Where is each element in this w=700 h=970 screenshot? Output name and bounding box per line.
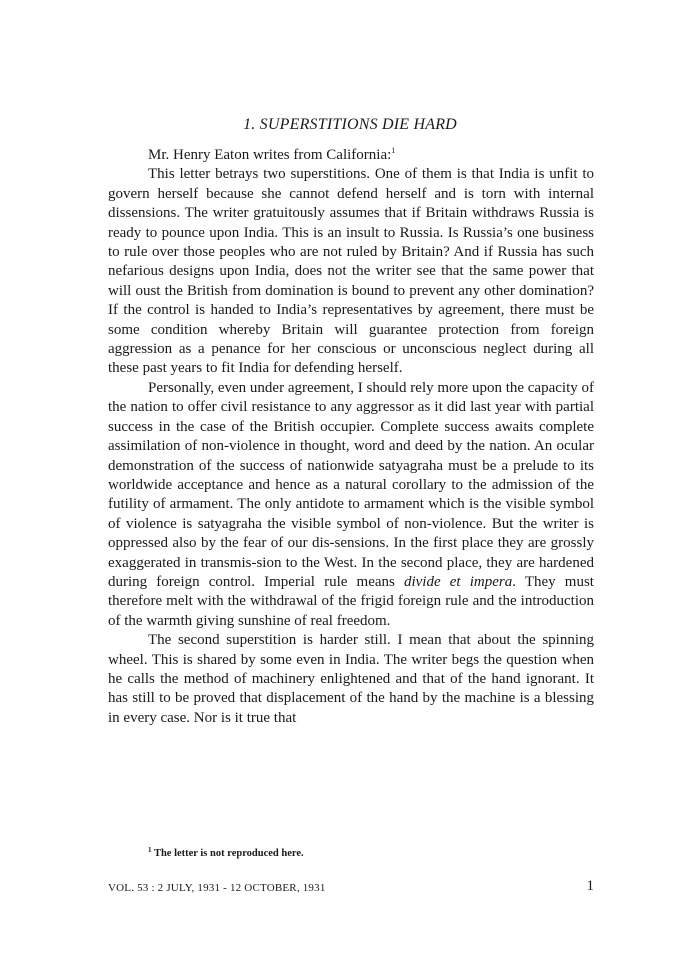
running-footer: VOL. 53 : 2 JULY, 1931 - 12 OCTOBER, 1931	[108, 882, 326, 894]
intro-line	[108, 146, 594, 165]
footnote-text: The letter is not reproduced here.	[153, 848, 304, 859]
paragraph-2-part-b: . They must therefore melt with the withdrawal of the frigid foreign rule and the introduction of the warmth giving sunshine of real freedom.	[108, 573, 594, 629]
page-title: 1. SUPERSTITIONS DIE HARD	[243, 116, 457, 133]
footnote-marker: 1	[148, 846, 152, 854]
footnote-reference: 1	[391, 146, 396, 155]
page-number: 1	[586, 878, 594, 894]
paragraph-3: The second superstition is harder still. I mean that about the spinning wheel. This is shared by some even in India. The writer begs the question when he calls the method of machinery enlightened and that of the hand ignorant. It has still to be proved that displacement of the hand by the machine is a blessing in every case. Nor is it true that	[108, 632, 594, 726]
footnote	[148, 848, 304, 859]
latin-phrase: divide et impera	[403, 573, 513, 590]
paragraph-1: This letter betrays two superstitions. One of them is that India is unfit to govern herself because she cannot defend herself and is torn with internal dissensions. The writer gratuitously assumes that if Britain withdraws Russia is ready to pounce upon India. This is an insult to Russia. Is Russia’s one business to rule over those peoples who are not ruled by Britain? And if Russia has such nefarious designs upon India, does not the writer see that the same power that will oust the British from domination is bound to prevent any other domination? If the control is handed to India’s representatives by agreement, there must be some condition whereby Britain will guarantee protection from foreign aggression as a penance for her conscious or unconscious neglect during all these past years to fit India for defending herself.	[108, 166, 594, 377]
body-text	[108, 146, 594, 728]
paragraph-2-part-a: Personally, even under agreement, I should rely more upon the capacity of the nation to offer civil resistance to any aggressor as it did last year with partial success in the case of the British occupier. Complete success awaits complete assimilation of non-violence in thought, word and deed by the nation. An ocular demonstration of the success of nationwide satyagraha must be a prelude to its worldwide acceptance and hence as a natural corollary to the admission of the futility of armament. The only antidote to armament which is the visible symbol of violence is satyagraha the visible symbol of non-violence. But the writer is oppressed also by the fear of our dis-sensions. In the first place they are grossly exaggerated in transmis-sion to the West. In the second place, they are hardened during foreign control. Imperial rule means	[108, 379, 594, 590]
intro-text: Mr. Henry Eaton writes from California:	[148, 147, 392, 163]
paragraph-2	[108, 379, 594, 631]
